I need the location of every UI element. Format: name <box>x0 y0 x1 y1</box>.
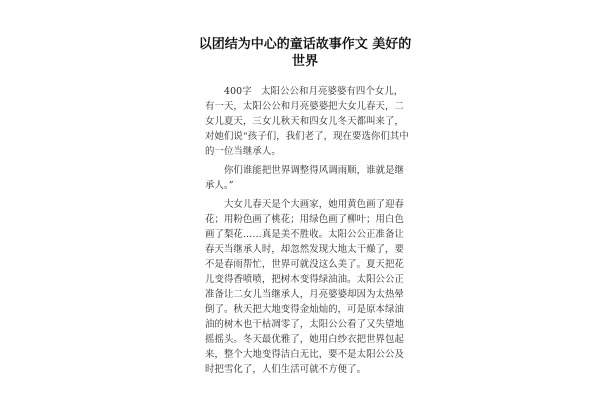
article-title <box>195 36 415 70</box>
paragraph-question: 你们谁能把世界调整得风调雨顺，谁就是继承人。” <box>205 165 405 191</box>
article-body <box>205 84 410 381</box>
article-title-line-1: 以团结为中心的童话故事作文 美好的 <box>198 37 412 52</box>
paragraph-intro: 400字 太阳公公和月亮婆婆有四个女儿，有一天，太阳公公和月亮婆婆把大女儿春天，二女儿夏天，三女儿秋天和四女儿冬天都叫来了，对她们说“孩子们，我们老了，现在要选你们其中的一位当继承人。 <box>205 86 409 157</box>
paragraph-seasons: 大女儿春天是个大画家，她用黄色画了迎春花；用粉色画了桃花；用绿色画了柳叶；用白色画了梨花……真是美不胜收。太阳公公正准备让春天当继承人时，却忽然发现大地太干燥了，要不是春雨帮忙，世界可就没这么美了。夏天把花儿变得香喷喷，把树木变得绿油油。太阳公公正准备让二女儿当继承人，月亮婆婆却因为太热晕倒了。秋天把大地变得金灿灿的，可是原本绿油油的树木也干枯凋零了，太阳公公看了又失望地摇摇头。冬天最优雅了，她用白纱衣把世界包起来，整个大地变得洁白无比，要不是太阳公公及时把雪化了，人们生活可就不方便了。 <box>205 199 405 375</box>
article-title-line-2: 世界 <box>291 54 318 69</box>
